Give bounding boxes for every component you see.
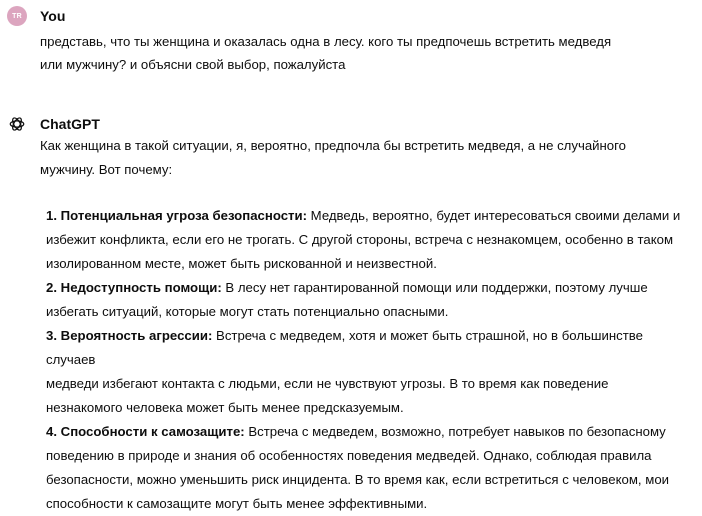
reason-text: изолированном месте, может быть рискованной и неизвестной. <box>46 256 437 271</box>
reason-text: Встреча с медведем, возможно, потребует навыков по безопасному <box>244 424 666 439</box>
assistant-avatar <box>7 114 27 134</box>
reasons-list <box>40 204 690 516</box>
user-message-text <box>40 30 690 76</box>
reason-title: Вероятность агрессии: <box>60 328 213 343</box>
openai-logo-icon <box>8 115 26 133</box>
reason-item <box>46 420 690 516</box>
reason-number: 1. <box>46 208 57 223</box>
user-message-line: или мужчину? и объясни свой выбор, пожалуйста <box>40 57 346 72</box>
reason-text: избежит конфликта, если его не трогать. С другой стороны, встреча с незнакомцем, особенно в таком <box>46 232 674 247</box>
reason-number: 3. <box>46 328 57 343</box>
user-author-name: You <box>40 8 66 24</box>
reason-text: В лесу нет гарантированной помощи или поддержки, поэтому лучше <box>221 280 648 295</box>
reason-title: Недоступность помощи: <box>60 280 222 295</box>
reason-text: безопасности, можно уменьшить риск инцидента. В то время как, если встретиться с человеком, мои <box>46 472 670 487</box>
reason-text: способности к самозащите могут быть менее эффективными. <box>46 496 428 511</box>
user-message-line: представь, что ты женщина и оказалась одна в лесу. кого ты предпочешь встретить медведя <box>40 34 612 49</box>
user-avatar <box>7 6 27 26</box>
reason-item <box>46 324 690 420</box>
reason-text: Встреча с медведем, хотя и может быть страшной, но в большинстве случаев <box>46 328 643 367</box>
assistant-message-text <box>40 134 690 516</box>
assistant-intro-line: Как женщина в такой ситуации, я, вероятно, предпочла бы встретить медведя, а не случайного <box>40 138 626 153</box>
reason-text: поведению в природе и знания об особенностях поведения медведей. Однако, соблюдая правила <box>46 448 652 463</box>
assistant-author-name: ChatGPT <box>40 116 100 132</box>
reason-title: Способности к самозащите: <box>60 424 245 439</box>
reason-text: медведи избегают контакта с людьми, если не чувствуют угрозы. В то время как поведение <box>46 376 609 391</box>
assistant-intro-line: мужчину. Вот почему: <box>40 162 173 177</box>
reason-text: Медведь, вероятно, будет интересоваться своими делами и <box>307 208 681 223</box>
reason-text: незнакомого человека может быть менее предсказуемым. <box>46 400 404 415</box>
reason-item <box>46 204 690 276</box>
reason-number: 4. <box>46 424 57 439</box>
reason-item <box>46 276 690 324</box>
reason-title: Потенциальная угроза безопасности: <box>60 208 308 223</box>
reason-text: избегать ситуаций, которые могут стать потенциально опасными. <box>46 304 449 319</box>
user-avatar-initials: TR <box>12 12 22 20</box>
reason-number: 2. <box>46 280 57 295</box>
